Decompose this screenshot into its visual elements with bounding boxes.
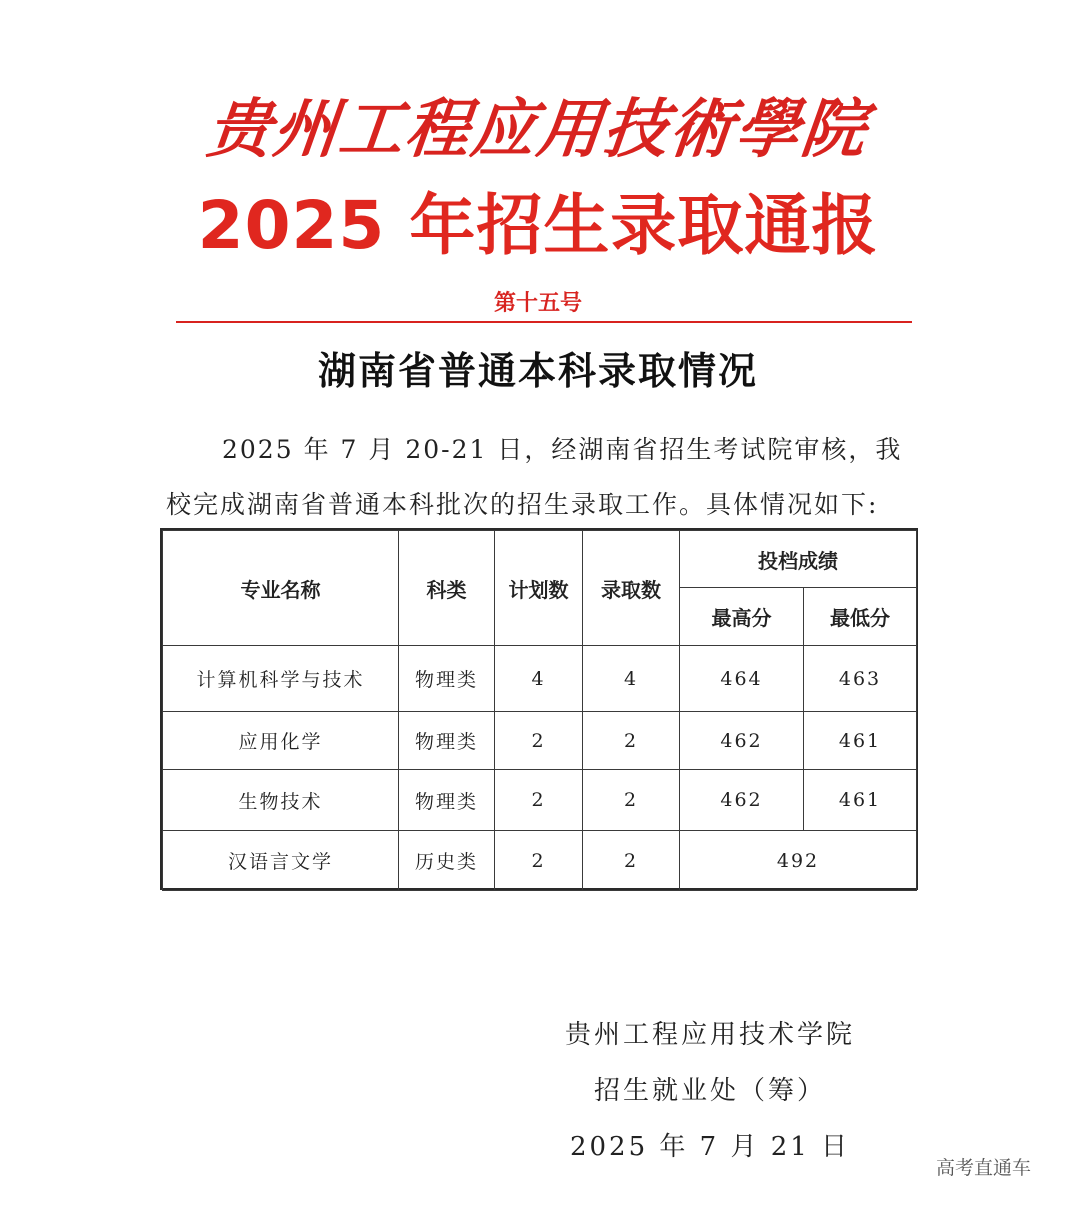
cell-admitted: 2 (583, 770, 680, 831)
cell-admitted: 4 (583, 646, 680, 712)
source-watermark: 高考直通车 (936, 1157, 1032, 1179)
cell-category: 历史类 (399, 831, 495, 891)
cell-plan: 4 (495, 646, 583, 712)
cell-major: 生物技术 (163, 770, 399, 831)
cell-major: 应用化学 (163, 712, 399, 770)
header-category: 科类 (399, 531, 495, 646)
cell-max-score: 464 (680, 646, 804, 712)
header-max-score: 最高分 (680, 588, 804, 646)
signature-org: 贵州工程应用技术学院 (564, 1020, 855, 1050)
cell-category: 物理类 (399, 646, 495, 712)
table-row (163, 770, 917, 831)
cell-plan: 2 (495, 712, 583, 770)
cell-max-score: 462 (680, 712, 804, 770)
cell-plan: 2 (495, 831, 583, 891)
cell-min-score: 461 (804, 770, 917, 831)
school-name-calligraphy: 贵州工程应用技術學院 (203, 92, 872, 167)
cell-admitted: 2 (583, 831, 680, 891)
cell-category: 物理类 (399, 770, 495, 831)
signature-department: 招生就业处（筹） (593, 1076, 826, 1106)
table-row (163, 831, 917, 891)
cell-major: 汉语言文学 (163, 831, 399, 891)
header-major: 专业名称 (163, 531, 399, 646)
cell-admitted: 2 (583, 712, 680, 770)
intro-paragraph: 2025 年 7 月 20-21 日，经湖南省招生考试院审核，我校完成湖南省普通本科批次的招生录取工作。具体情况如下: (166, 435, 903, 519)
header-admitted: 录取数 (583, 531, 680, 646)
header-min-score: 最低分 (804, 588, 917, 646)
cell-min-score: 463 (804, 646, 917, 712)
header-score-group: 投档成绩 (680, 531, 917, 588)
cell-category: 物理类 (399, 712, 495, 770)
table-row (163, 646, 917, 712)
cell-major: 计算机科学与技术 (163, 646, 399, 712)
red-divider (176, 321, 912, 323)
bulletin-title: 2025 年招生录取通报 (197, 187, 879, 264)
cell-plan: 2 (495, 770, 583, 831)
cell-max-score: 462 (680, 770, 804, 831)
cell-merged-score: 492 (680, 831, 917, 891)
header-plan: 计划数 (495, 531, 583, 646)
admission-table (160, 528, 918, 890)
table-row (163, 712, 917, 770)
table-header-row (163, 531, 917, 588)
cell-min-score: 461 (804, 712, 917, 770)
document-heading: 湖南省普通本科录取情况 (317, 348, 758, 393)
issue-number: 第十五号 (493, 291, 582, 316)
signature-date: 2025 年 7 月 21 日 (569, 1132, 851, 1162)
